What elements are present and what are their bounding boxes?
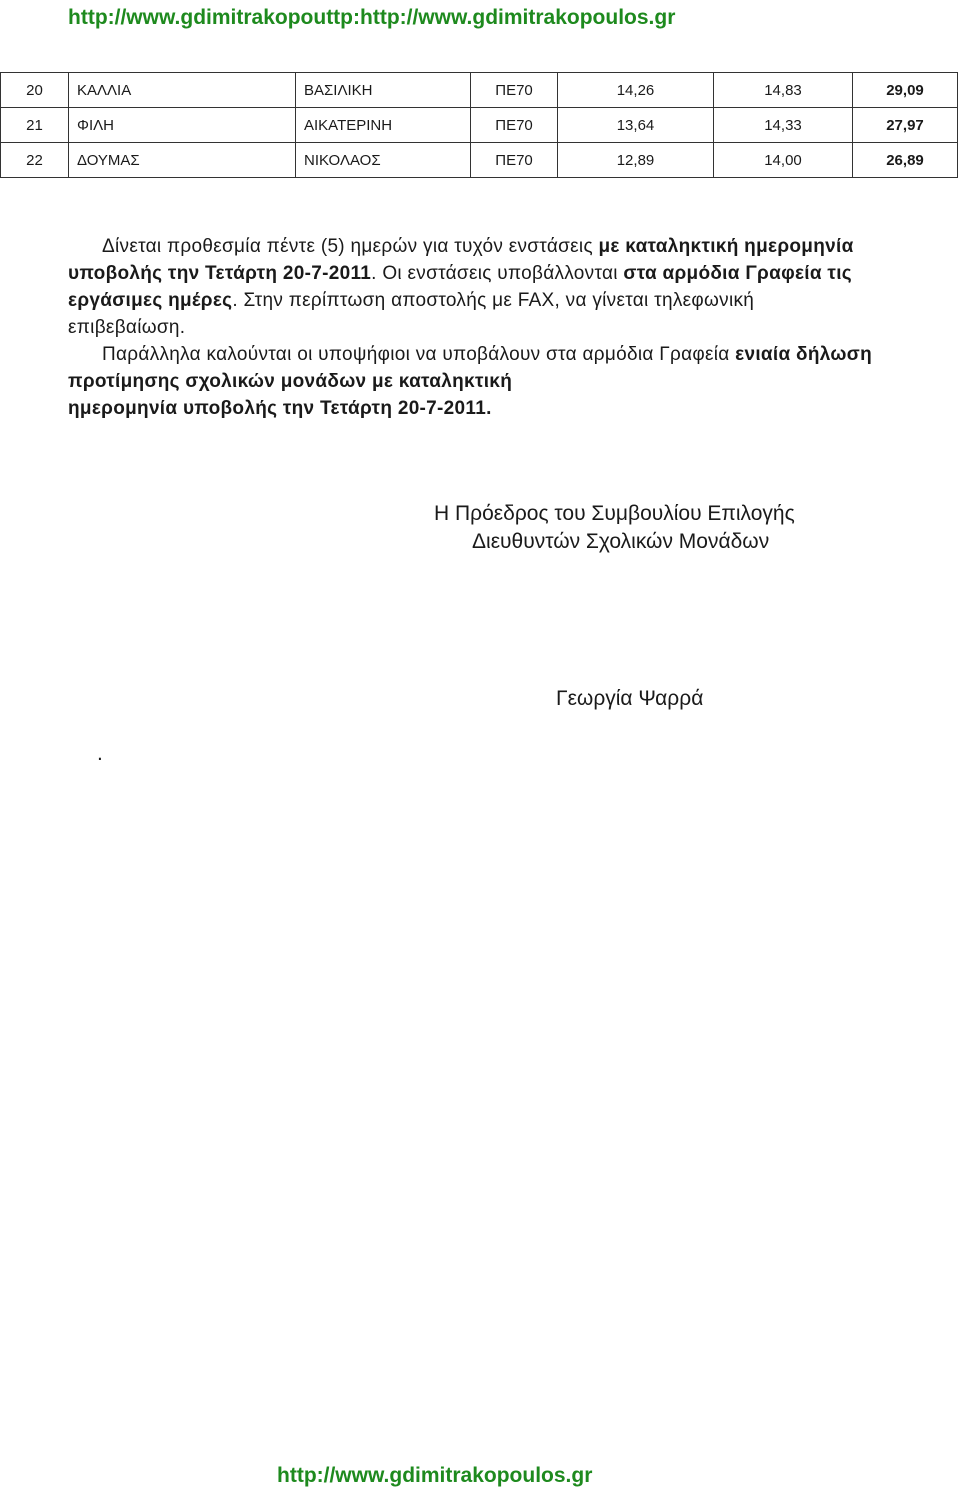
score2-cell: 14,33 xyxy=(714,108,853,143)
specialty-cell: ΠΕ70 xyxy=(471,143,558,178)
objections-text-3: . Στην περίπτωση αποστολής με FAX, να γίνεται τηλεφωνική επιβεβαίωση. xyxy=(68,290,755,338)
last-name-cell: ΔΟΥΜΑΣ xyxy=(69,143,296,178)
objections-paragraph xyxy=(68,233,872,341)
objections-text-1: Δίνεται προθεσμία πέντε (5) ημερών για τυχόν ενστάσεις xyxy=(102,236,599,257)
specialty-cell: ΠΕ70 xyxy=(471,108,558,143)
objections-text-2: . Οι ενστάσεις υποβάλλονται xyxy=(371,263,624,284)
total-score-cell: 29,09 xyxy=(853,73,958,108)
last-name-cell: ΚΑΛΛΙΑ xyxy=(69,73,296,108)
candidates-table xyxy=(0,72,958,178)
preference-paragraph xyxy=(68,341,872,422)
footer-watermark-url: http://www.gdimitrakopoulos.gr xyxy=(277,1464,593,1487)
stray-dot-mark: . xyxy=(97,742,103,765)
score1-cell: 12,89 xyxy=(558,143,714,178)
table-row xyxy=(1,143,958,178)
first-name-cell: ΒΑΣΙΛΙΚΗ xyxy=(296,73,471,108)
first-name-cell: ΑΙΚΑΤΕΡΙΝΗ xyxy=(296,108,471,143)
score1-cell: 14,26 xyxy=(558,73,714,108)
score2-cell: 14,83 xyxy=(714,73,853,108)
signatory-name: Γεωργία Ψαρρά xyxy=(556,687,704,710)
total-score-cell: 27,97 xyxy=(853,108,958,143)
preference-text-1: Παράλληλα καλούνται οι υποψήφιοι να υποβάλουν στα αρμόδια Γραφεία xyxy=(102,344,736,365)
row-number: 21 xyxy=(1,108,69,143)
table-row xyxy=(1,73,958,108)
row-number: 22 xyxy=(1,143,69,178)
score2-cell: 14,00 xyxy=(714,143,853,178)
total-score-cell: 26,89 xyxy=(853,143,958,178)
preference-bold-1: ενιαία δήλωση προτίμησης σχολικών μονάδων με καταληκτική xyxy=(68,344,872,392)
score1-cell: 13,64 xyxy=(558,108,714,143)
preference-bold-2: ημερομηνία υποβολής την Τετάρτη 20-7-2011. xyxy=(68,398,492,419)
first-name-cell: ΝΙΚΟΛΑΟΣ xyxy=(296,143,471,178)
header-watermark-url: http://www.gdimitrakopouttp:http://www.gdimitrakopoulos.gr xyxy=(68,6,676,29)
last-name-cell: ΦΙΛΗ xyxy=(69,108,296,143)
specialty-cell: ΠΕ70 xyxy=(471,73,558,108)
row-number: 20 xyxy=(1,73,69,108)
signature-title-line1: Η Πρόεδρος του Συμβουλίου Επιλογής xyxy=(434,502,795,525)
signature-title xyxy=(434,500,864,556)
objections-deadline-bold: με καταληκτική ημερομηνία υποβολής την Τετάρτη 20-7-2011 xyxy=(68,236,854,284)
signature-title-line2: Διευθυντών Σχολικών Μονάδων xyxy=(472,530,770,553)
table-row xyxy=(1,108,958,143)
objections-offices-bold: στα αρμόδια Γραφεία τις εργάσιμες ημέρες xyxy=(68,263,852,311)
